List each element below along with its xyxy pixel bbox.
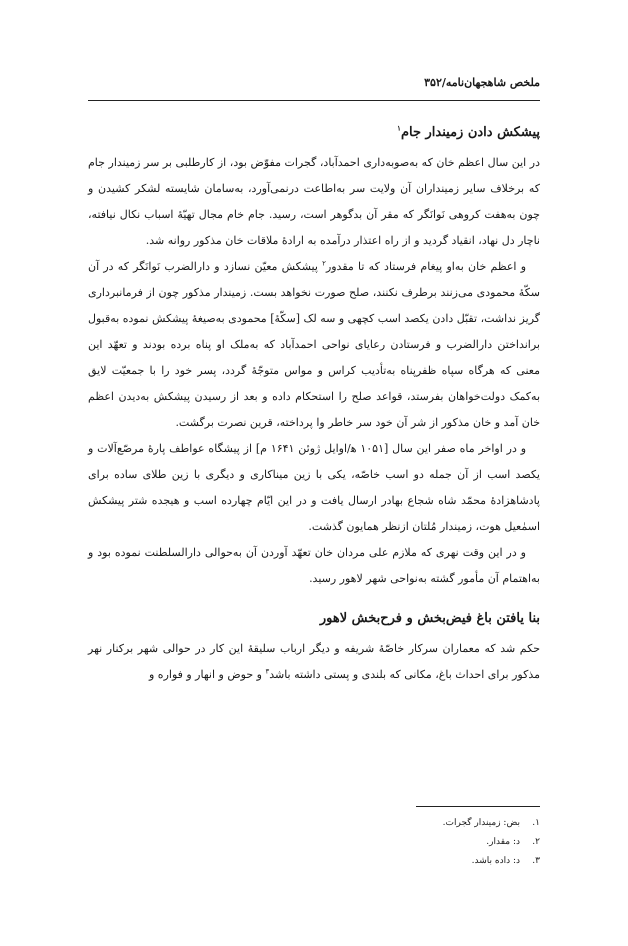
footnote-number: ۳. xyxy=(532,856,540,866)
footnotes xyxy=(88,814,540,871)
footnote xyxy=(88,833,540,852)
footnote-number: ۱. xyxy=(532,818,540,828)
section-title-lahore-garden: بنا یافتن باغ فیض‌بخش و فرح‌بخش لاهور xyxy=(319,611,540,626)
footnote-number: ۲. xyxy=(532,837,540,847)
paragraph: و در اواخر ماه صفر این سال [۱۰۵۱ ه‍/اوایل ژوئن ۱۶۴۱ م] از پیشگاه عواطف پارهٔ مرصّع‌آلات و یکصد اسب از آن جمله دو اسب خاصّه، یکی با زین میناکاری و دیگری با زین طلای ساده برای پادشاهزادهٔ محمّد شاه شجاع بهادر ارسال یافت و در این ایّام چهارده اسب و هیجده شتر پیشکش اسمٰعیل هوت، زمیندار مُلتان ازنظر همایون گذشت. xyxy=(88,442,540,533)
paragraph: در این سال اعظم خان که به‌صوبه‌داری احمدآباد، گجرات مفوّض بود، از کارطلبی بر سر زمیندار جام که برخلاف سایر زمینداران آن ولایت سر به‌اطاعت درنمی‌آورد، به‌سامان شایسته لشکر کشیدن و چون به‌هفت کروهی نَوانَگر که مقر آن بدگوهر است، رسید. جام خام مجال تهیّهٔ اسباب نکال نیافته، ناچار دل نهاد، انقیاد گردید و از راه اعتذار درآمده به ارادهٔ ملاقات خان مذکور روانه شد. xyxy=(88,156,540,247)
paragraph: و در این وقت نهری که ملازم علی مردان خان تعهّد آوردن آن به‌حوالی دارالسلطنت نموده بود و به‌اهتمام آن مأمور گشته به‌نواحی شهر لاهور رسید. xyxy=(88,546,540,585)
section-title-jam-tribute xyxy=(88,120,540,146)
footnote-text: د: مقدار. xyxy=(486,837,520,847)
paragraph-text: پیشکش معیّن نسازد و دارالضرب نَوانَگر که در آن سکّهٔ محمودی می‌زنند برطرف نکنند، صلح صورت نخواهد بست. زمیندار مذکور چون از فرمانبرداری گریز نداشت، تقبّل دادن یکصد اسب کچهی و سه لک [سکّهٔ] محمودی به‌صیغهٔ پیشکش نموده به‌قبول برانداختن دارالضرب و فرستادن رعایای نواحی احمدآباد که به‌ملک او پناه برده بودند و تعهّد این معنی که هرگاه سپاه ظفرپناه به‌تأدیب کراس و مواس متوجّهٔ گردد، پسر خود را با جمعیّت لایق به‌کمک دولت‌خواهان بفرستد، قواعد صلح را استحکام داده و بعد از رسیدن پیشکش به‌دیدن اعظم خان آمد و خان مذکور از شر آن خود سر خاطر وا پرداخته، قرین نصرت برگشت. xyxy=(88,260,540,429)
footnote-marker: ۳ xyxy=(265,667,270,676)
footnote xyxy=(88,814,540,833)
paragraph xyxy=(88,636,540,688)
footnote-text: بض: زمیندار گجرات. xyxy=(442,818,520,828)
paragraph-text: حکم شد که معماران سرکار خاصّهٔ شریفه و دیگر ارباب سلیقهٔ این کار در حوالی شهر برکنار نهر مذکور برای احداث باغ، مکانی که بلندی و پستی داشته باشد xyxy=(88,642,540,681)
header-rule xyxy=(88,100,540,101)
paragraph-text: و اعظم خان به‌او پیغام فرستاد که تا مقدور xyxy=(325,260,527,273)
paragraph-text: و حوض و انهار و فواره و xyxy=(149,668,266,681)
paragraph xyxy=(88,254,540,436)
footnote xyxy=(88,852,540,871)
section-title-text: پیشکش دادن زمیندار جام xyxy=(400,125,540,140)
footnote-marker: ۲ xyxy=(322,259,326,268)
footnote-rule xyxy=(416,806,540,807)
footnote-text: د: داده باشد. xyxy=(471,856,520,866)
footnote-marker: ۱ xyxy=(397,123,401,133)
running-head: ملخص شاهجهان‌نامه/۳۵۲ xyxy=(424,76,540,89)
page-body xyxy=(88,120,540,688)
